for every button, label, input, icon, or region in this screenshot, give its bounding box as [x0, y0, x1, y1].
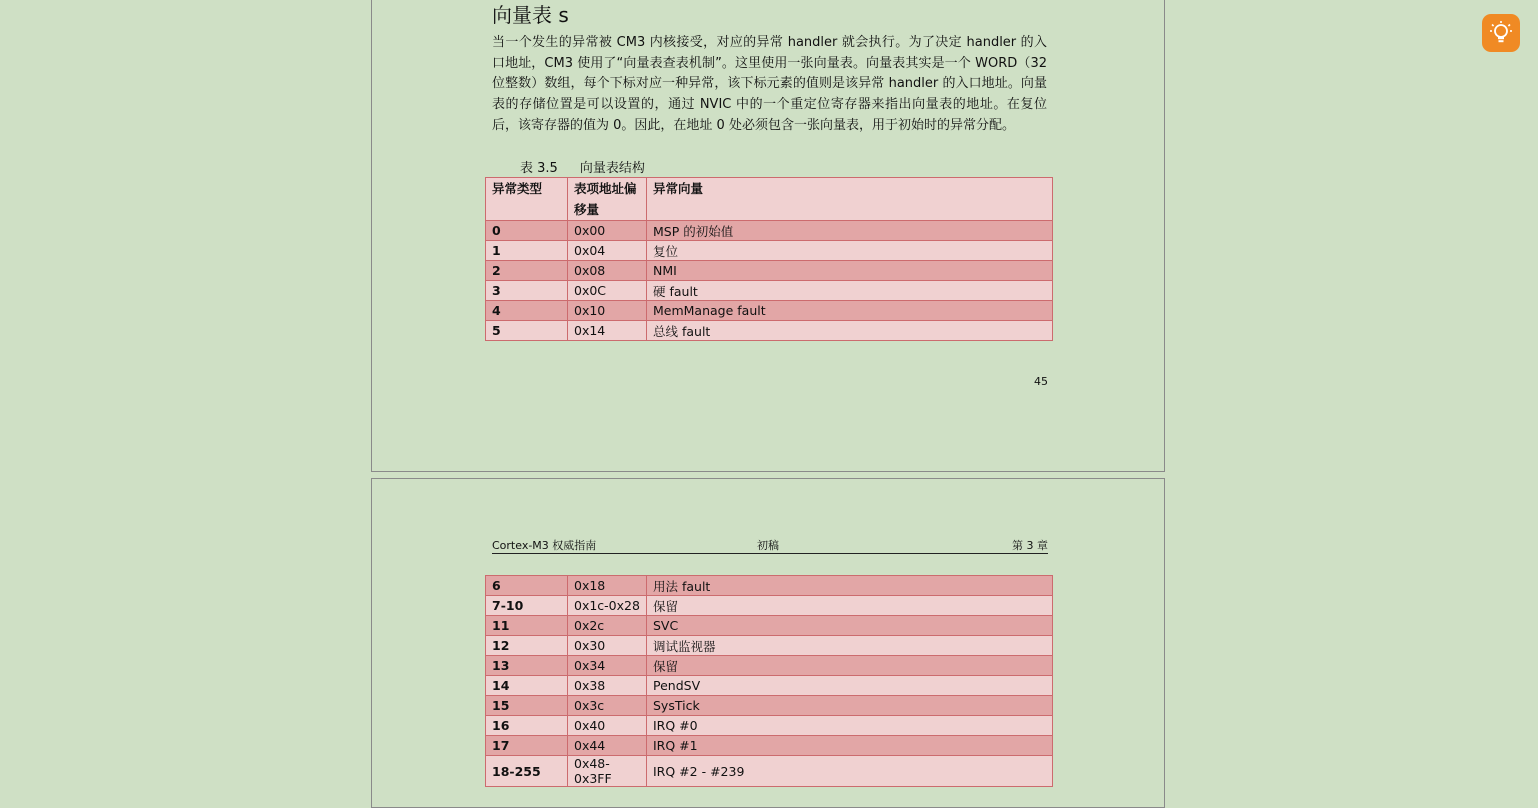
cell-exception-type: 3: [486, 281, 568, 301]
header-offset: 表项地址偏移量: [568, 178, 647, 221]
cell-exception-type: 11: [486, 616, 568, 636]
cell-exception-type: 6: [486, 576, 568, 596]
table-row: [486, 696, 1053, 716]
cell-vector: MemManage fault: [647, 301, 1053, 321]
cell-vector: IRQ #0: [647, 716, 1053, 736]
cell-offset: 0x34: [568, 656, 647, 676]
cell-exception-type: 14: [486, 676, 568, 696]
cell-offset: 0x48-0x3FF: [568, 756, 647, 787]
cell-exception-type: 4: [486, 301, 568, 321]
table-row: [486, 241, 1053, 261]
table-row: [486, 261, 1053, 281]
cell-offset: 0x44: [568, 736, 647, 756]
table-header-row: [486, 178, 1053, 221]
cell-vector: 保留: [647, 656, 1053, 676]
table-row: [486, 281, 1053, 301]
section-paragraph: 当一个发生的异常被 CM3 内核接受，对应的异常 handler 就会执行。为了决定 handler 的入口地址，CM3 使用了“向量表查表机制”。这里使用一张向量表。向量表其实是一个 WORD（32 位整数）数组，每个下标对应一种异常，该下标元素的值则是该异常 handler 的入口地址。向量表的存储位置是可以设置的，通过 NVIC 中的一个重定位寄存器来指出向量表的地址。在复位后，该寄存器的值为 0。因此，在地址 0 处必须包含一张向量表，用于初始时的异常分配。: [492, 35, 1047, 133]
table-caption-number: 表 3.5: [520, 161, 558, 176]
cell-offset: 0x38: [568, 676, 647, 696]
cell-exception-type: 18-255: [486, 756, 568, 787]
cell-vector: NMI: [647, 261, 1053, 281]
table-row: [486, 301, 1053, 321]
cell-offset: 0x30: [568, 636, 647, 656]
cell-vector: SysTick: [647, 696, 1053, 716]
cell-vector: IRQ #2 - #239: [647, 756, 1053, 787]
cell-vector: SVC: [647, 616, 1053, 636]
table-row: [486, 221, 1053, 241]
cell-exception-type: 13: [486, 656, 568, 676]
cell-vector: PendSV: [647, 676, 1053, 696]
cell-exception-type: 12: [486, 636, 568, 656]
table-caption-text: 向量表结构: [579, 161, 645, 176]
lightbulb-button[interactable]: [1482, 14, 1520, 52]
cell-exception-type: 0: [486, 221, 568, 241]
cell-exception-type: 17: [486, 736, 568, 756]
cell-offset: 0x14: [568, 321, 647, 341]
table-row: [486, 636, 1053, 656]
document-page-1: [371, 0, 1165, 472]
table-row: [486, 756, 1053, 787]
table-row: [486, 656, 1053, 676]
section-heading: 向量表 s: [492, 3, 569, 27]
cell-vector: IRQ #1: [647, 736, 1053, 756]
cell-vector: 调试监视器: [647, 636, 1053, 656]
cell-vector: 复位: [647, 241, 1053, 261]
cell-exception-type: 16: [486, 716, 568, 736]
page-number: 45: [1034, 375, 1048, 388]
vector-table-part-1: [485, 177, 1053, 341]
cell-exception-type: 1: [486, 241, 568, 261]
cell-vector: 用法 fault: [647, 576, 1053, 596]
table-row: [486, 576, 1053, 596]
cell-offset: 0x40: [568, 716, 647, 736]
document-page-2: [371, 478, 1165, 808]
running-head-right: 第 3 章: [1012, 539, 1048, 552]
vector-table-part-2: [485, 575, 1053, 787]
table-row: [486, 736, 1053, 756]
header-exception-type: 异常类型: [486, 178, 568, 221]
cell-offset: 0x10: [568, 301, 647, 321]
table-row: [486, 321, 1053, 341]
table-row: [486, 716, 1053, 736]
cell-vector: 保留: [647, 596, 1053, 616]
cell-vector: 硬 fault: [647, 281, 1053, 301]
cell-offset: 0x00: [568, 221, 647, 241]
cell-exception-type: 7-10: [486, 596, 568, 616]
cell-exception-type: 2: [486, 261, 568, 281]
lightbulb-icon: [1489, 20, 1513, 46]
running-head-middle: 初稿: [757, 539, 779, 552]
cell-offset: 0x18: [568, 576, 647, 596]
cell-vector: MSP 的初始值: [647, 221, 1053, 241]
running-head: [492, 537, 1048, 554]
running-head-left: Cortex-M3 权威指南: [492, 539, 597, 552]
cell-offset: 0x08: [568, 261, 647, 281]
cell-exception-type: 15: [486, 696, 568, 716]
header-vector: 异常向量: [647, 178, 1053, 221]
cell-offset: 0x2c: [568, 616, 647, 636]
table-row: [486, 596, 1053, 616]
cell-vector: 总线 fault: [647, 321, 1053, 341]
table-caption: [520, 157, 667, 176]
cell-offset: 0x1c-0x28: [568, 596, 647, 616]
table-row: [486, 616, 1053, 636]
table-row: [486, 676, 1053, 696]
cell-offset: 0x3c: [568, 696, 647, 716]
cell-offset: 0x04: [568, 241, 647, 261]
cell-offset: 0x0C: [568, 281, 647, 301]
cell-exception-type: 5: [486, 321, 568, 341]
